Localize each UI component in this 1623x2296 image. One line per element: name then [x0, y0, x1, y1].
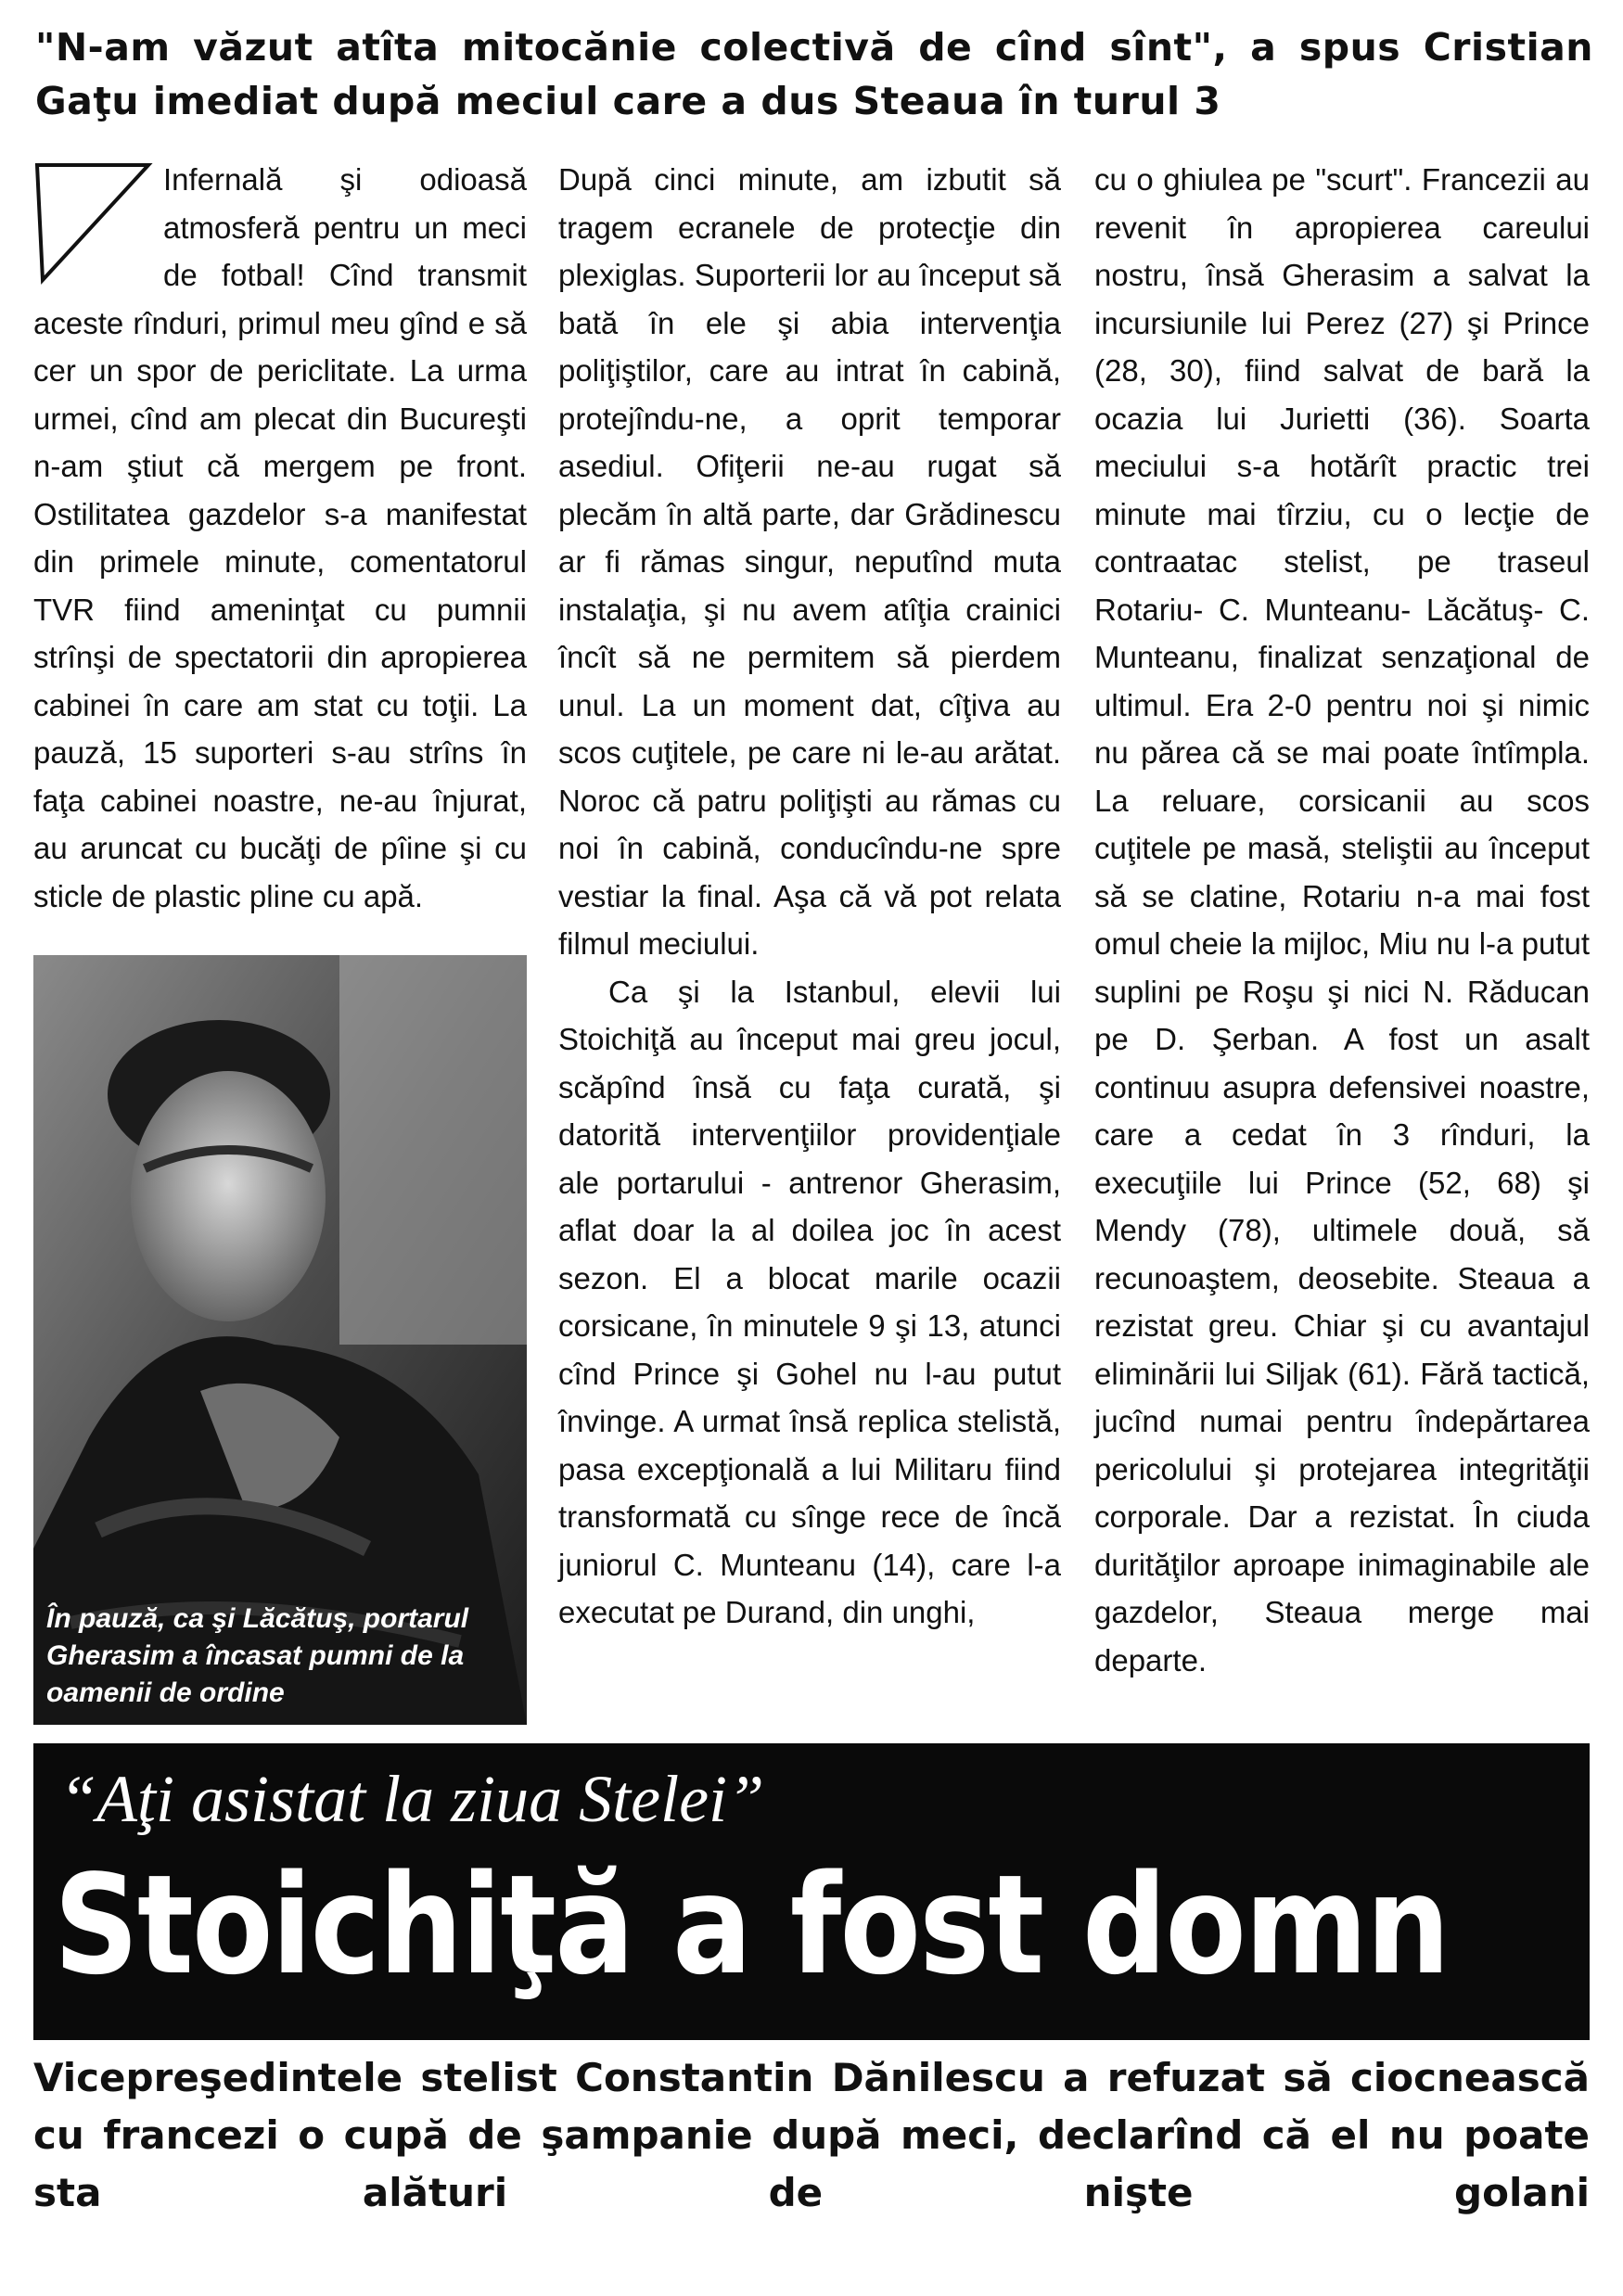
article-headline: "N-am văzut atîta mitocănie colectivă de cînd sînt", a spus Cristian Gaţu imediat după meciul care a dus Steaua în turul 3 [35, 25, 1593, 123]
banner-title: Stoichiţă a fost domn [54, 1845, 1449, 2005]
photo-caption: În pauză, ca şi Lăcătuş, portarul Gherasim a încasat pumni de la oamenii de ordine [46, 1603, 469, 1708]
article-paragraph: cu o ghiulea pe "scurt". Francezii au revenit în apropierea careului nostru, însă Gherasim a salvat la incursiunile lui Perez (27) şi Prince (28, 30), fiind salvat de bară la ocazia lui Jurietti (36). Soarta meciului s-a hotărît practic trei minute mai tîrziu, cu o lecţie de contraatac stelist, pe traseul Rotariu- C. Munteanu- Lăcătuş- C. Munteanu, finalizat senzaţional de ultimul. Era 2-0 pentru noi şi nimic nu părea că se mai poate întîmpla. La reluare, corsicanii au scos cuţitele pe masă, steliştii au început să se clatine, Rotariu n-a mai fost omul cheie la mijloc, Miu nu l-a putut suplini pe Roşu şi nici N. Răducan pe D. Şerban. A fost un asalt continuu asupra defensivei noastre, care a cedat în 3 rînduri, la execuţiile lui Prince (52, 68) şi Mendy (78), ultimele două, să recunoaştem, deosebite. Steaua a rezistat greu. Chiar şi cu avantajul eliminării lui Siljak (61). Fără tactică, jucînd numai pentru îndepărtarea pericolului şi protejarea integrităţii corporale. Dar a rezistat. În ciuda durităţilor aproape inimaginabile ale gazdelor, Steaua merge mai departe. [1094, 162, 1590, 1677]
article-deck: Vicepreşedintele stelist Constantin Dănilescu a refuzat să ciocnească cu francezi o cupă de şampanie după meci, declarînd că el nu poate sta alături de nişte golani [33, 2055, 1590, 2215]
article-paragraph: Infernală şi odioasă atmosferă pentru un meci de fotbal! Cînd transmit aceste rînduri, primul meu gînd e să cer un spor de periclitate. La urma urmei, cînd am plecat din Bucureşti n-am ştiut că mergem pe front. Ostilitatea gazdelor s-a manifestat din primele minute, comentatorul TVR fiind ameninţat cu pumnii strînşi de spectatorii din apropierea cabinei în care am stat cu toţii. La pauză, 15 suporteri s-au strîns în faţa cabinei noastre, ne-au înjurat, au aruncat cu bucăţi de pîine şi cu sticle de plastic pline cu apă. [33, 162, 527, 913]
title-banner [33, 1743, 1590, 2040]
goalkeeper-photo [33, 955, 527, 1725]
article-column-3 [1094, 156, 1590, 1684]
article-paragraph: După cinci minute, am izbutit să tragem ecranele de protecţie din plexiglas. Suporterii lor au început să bată în ele şi abia intervenţia poliţiştilor, care au intrat în cabină, protejîndu-ne, a oprit temporar asediul. Ofiţerii ne-au rugat să plecăm în altă parte, dar Grădinescu ar fi rămas singur, neputînd muta instalaţia, şi nu avem atîţia crainici încît să ne permitem să pierdem unul. La un moment dat, cîţiva au scos cuţitele, pe care ni le-au arătat. Noroc că patru poliţişti au rămas cu noi în cabină, conducîndu-ne spre vestiar la final. Aşa că vă pot relata filmul meciului. [558, 162, 1061, 961]
article-paragraph: Ca şi la Istanbul, elevii lui Stoichiţă au început mai greu jocul, scăpînd însă cu faţa curată, şi datorită intervenţiilor providenţiale ale portarului - antrenor Gherasim, aflat doar la al doilea joc în acest sezon. El a blocat marile ocazii corsicane, în minutele 9 şi 13, atunci cînd Prince şi Gohel nu l-au putut învinge. A urmat însă replica stelistă, pasa excepţională a lui Militaru fiind transformată cu sînge rece de încă juniorul C. Munteanu (14), care l-a executat pe Durand, din unghi, [558, 974, 1061, 1629]
drop-cap-v-glyph [33, 159, 154, 286]
article-column-1 [33, 156, 527, 920]
article-column-2 [558, 156, 1061, 1637]
banner-kicker: “Aţi asistat la ziua Stelei” [59, 1762, 765, 1836]
